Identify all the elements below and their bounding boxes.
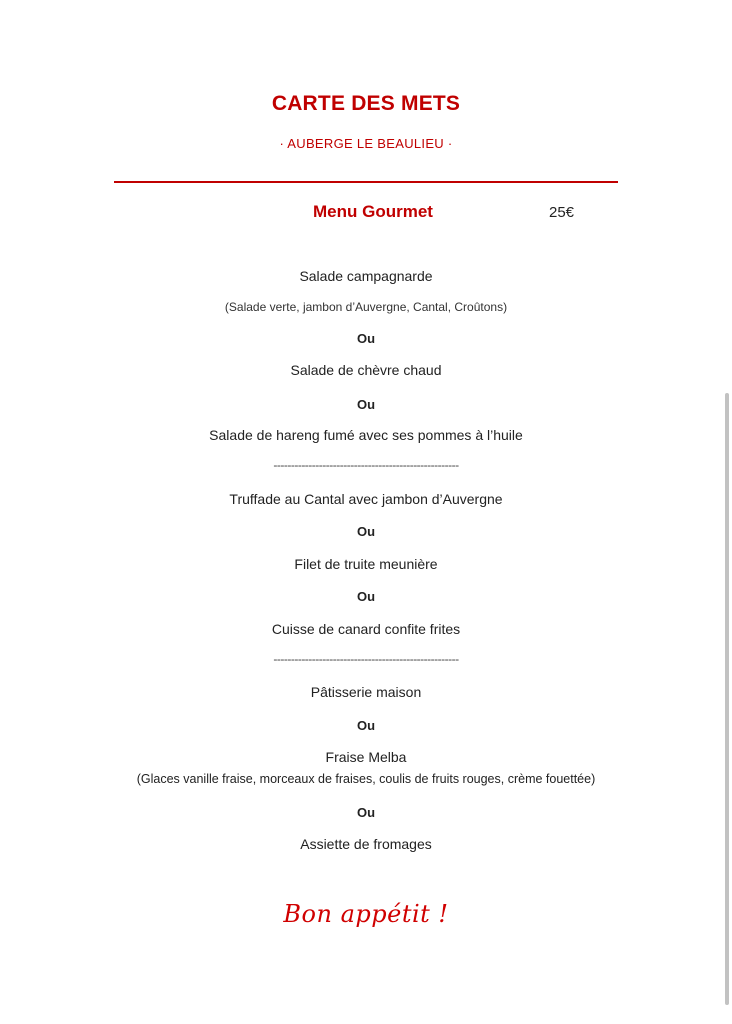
or-label: Ou <box>356 589 376 604</box>
dessert-item: Fraise Melba <box>325 749 407 765</box>
page-title: CARTE DES METS <box>271 92 461 115</box>
menu-price: 25€ <box>549 204 575 221</box>
menu-name: Menu Gourmet <box>313 202 433 221</box>
closing-message: Bon appétit ! <box>283 900 449 928</box>
dessert-item: Assiette de fromages <box>300 836 432 852</box>
main-item: Cuisse de canard confite frites <box>271 621 461 637</box>
main-item: Truffade au Cantal avec jambon d’Auvergne <box>229 491 503 507</box>
starter-item-detail: (Salade verte, jambon d’Auvergne, Cantal, Croûtons) <box>224 300 508 314</box>
main-item: Filet de truite meunière <box>294 556 438 572</box>
header-divider <box>114 181 618 183</box>
starter-item: Salade campagnarde <box>299 268 433 284</box>
vertical-scrollbar[interactable] <box>722 0 732 1024</box>
restaurant-name: · AUBERGE LE BEAULIEU · <box>279 136 453 151</box>
starter-item: Salade de chèvre chaud <box>290 362 442 378</box>
scrollbar-thumb[interactable] <box>725 393 729 1005</box>
or-label: Ou <box>356 331 376 346</box>
course-separator: ----------------------------------------------------- <box>273 458 459 472</box>
course-separator: ----------------------------------------------------- <box>273 652 459 666</box>
starter-item: Salade de hareng fumé avec ses pommes à l’huile <box>209 427 523 443</box>
or-label: Ou <box>356 524 376 539</box>
dessert-item: Pâtisserie maison <box>310 684 422 700</box>
or-label: Ou <box>356 718 376 733</box>
or-label: Ou <box>356 805 376 820</box>
dessert-item-detail: (Glaces vanille fraise, morceaux de fraises, coulis de fruits rouges, crème fouettée) <box>136 772 596 786</box>
or-label: Ou <box>356 397 376 412</box>
